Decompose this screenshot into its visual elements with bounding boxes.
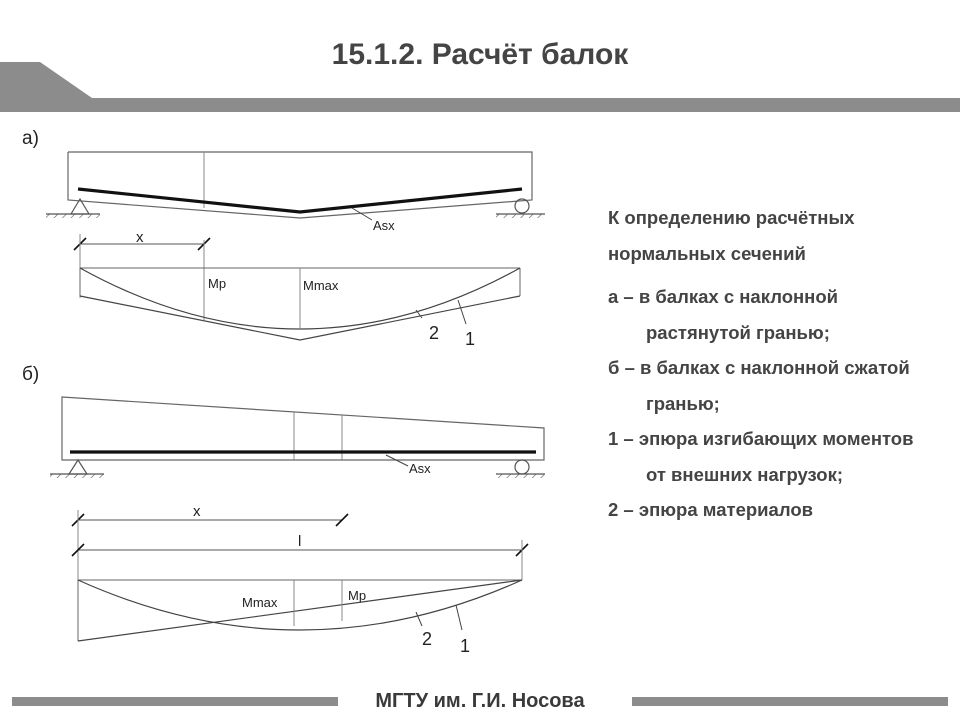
figure-b-mmax-label: Mmax (242, 595, 278, 610)
figure-b-moment-diagrams (78, 580, 522, 641)
figure-a-reinforcement (78, 189, 522, 212)
figure-a-asx-label: Asx (373, 218, 395, 233)
figure-b-mp-label: Mp (348, 588, 367, 603)
footer-org-name: МГТУ им. Г.И. Носова (365, 690, 594, 712)
figure-b-beam (50, 397, 545, 478)
description-item-2: 2 – эпюра материалов (608, 499, 813, 520)
figure-b-pin-support (50, 460, 104, 478)
figure-b-curve-2 (78, 580, 522, 641)
footer-text (0, 690, 960, 713)
figure-a-mmax-label: Mmax (303, 278, 339, 293)
figure-a-mp-label: Mp (208, 276, 227, 291)
description-item-1: 1 – эпюра изгибающих моментов от внешних нагрузок; (608, 428, 914, 485)
slide-title: 15.1.2. Расчёт балок (331, 38, 629, 71)
description-panel (608, 200, 938, 528)
figure-b-curve-2-label: 2 (422, 629, 433, 649)
figure-b-x-label: x (193, 503, 201, 520)
figure-a-label: а) (22, 128, 39, 149)
figure-b-curve-1 (78, 580, 522, 630)
description-item-b: б – в балках с наклонной сжатой гранью; (608, 357, 910, 414)
figure-b-dimension-x (72, 510, 348, 580)
description-item-a: а – в балках с наклонной растянутой гранью; (608, 286, 839, 343)
figure-b-asx-label: Asx (409, 461, 431, 476)
figure-b-span-label: l (298, 533, 302, 550)
figure-b-label: б) (22, 364, 40, 385)
figure-a-beam (46, 152, 545, 220)
figure-b-curve-1-label: 1 (460, 636, 471, 656)
figure-a-curve-2-label: 2 (429, 323, 440, 343)
figure-a-moment-diagrams (80, 268, 520, 340)
figure-a-x-label: x (136, 229, 144, 246)
figure-b-roller-support (496, 460, 545, 478)
figure-a-dimension-x (74, 234, 210, 320)
figure-a-curve-1-label: 1 (465, 329, 476, 349)
description-intro: К определению расчётных нормальных сечений (608, 207, 855, 264)
